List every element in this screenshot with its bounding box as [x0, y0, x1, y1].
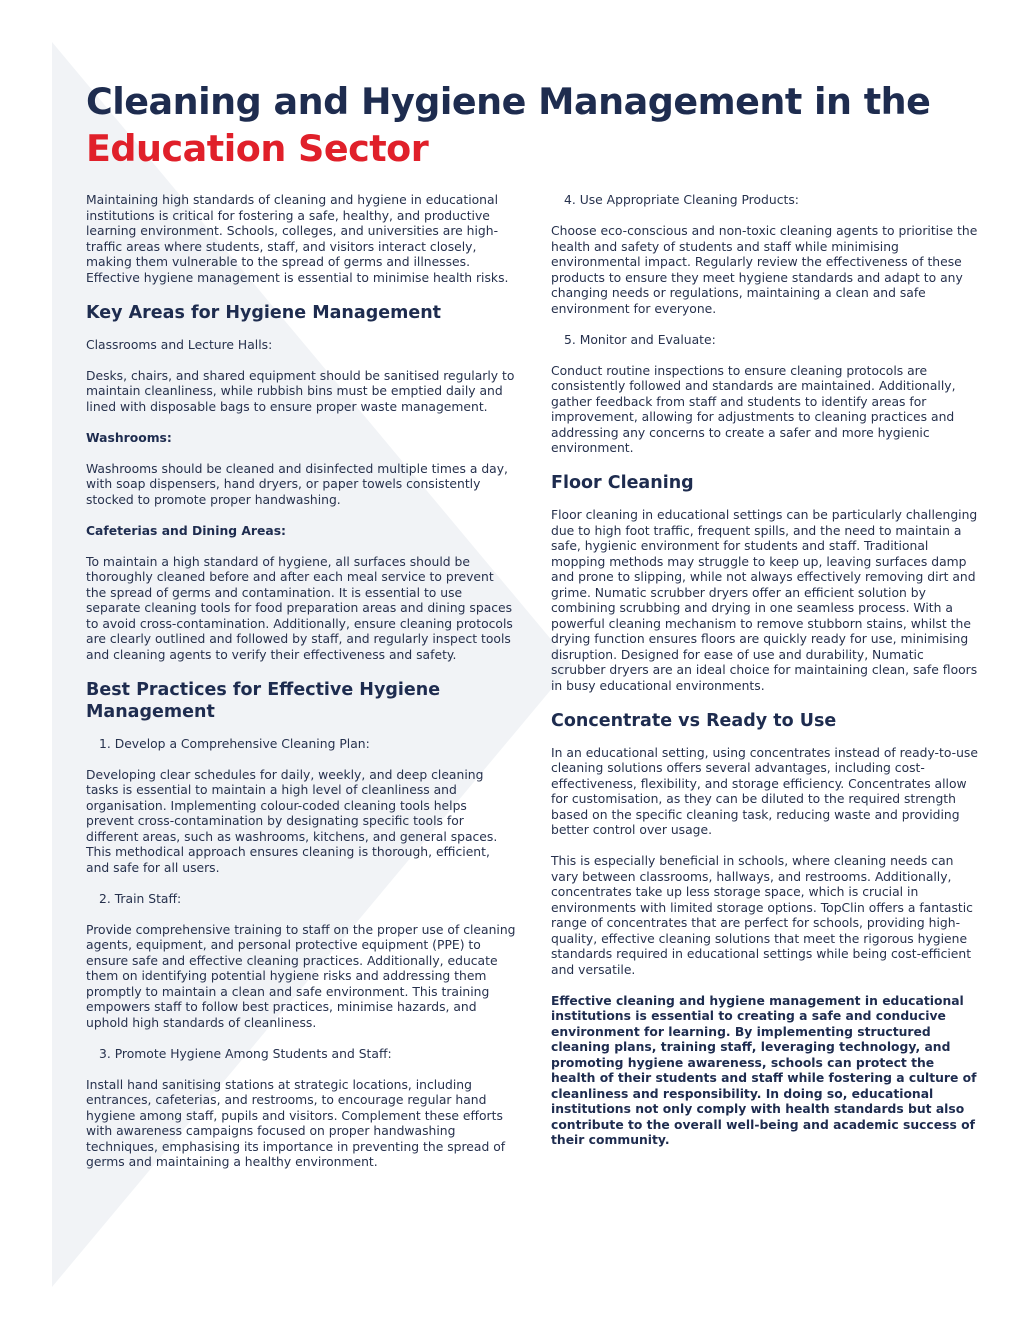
cafeterias-label: Cafeterias and Dining Areas: — [86, 523, 286, 538]
practice-3-label: 3. Promote Hygiene Among Students and Staff: — [99, 1046, 392, 1061]
classrooms-paragraph: Desks, chairs, and shared equipment should be sanitised regularly to maintain cleanliness, while rubbish bins must be emptied daily and lined with disposable bags to ensure proper waste management. — [86, 368, 515, 414]
washrooms-label: Washrooms: — [86, 430, 172, 445]
practice-2-paragraph: Provide comprehensive training to staff on the proper use of cleaning agents, equipment, and personal protective equipment (PPE) to ensure safe and effective cleaning practices. Additionally, educate them on identifying potential hygiene risks and addressing them promptly to maintain a clean and safe environment. This training empowers staff to follow best practices, minimise hazards, and uphold high standards of cleanliness. — [86, 922, 516, 1030]
practice-5-label: 5. Monitor and Evaluate: — [564, 332, 716, 347]
floor-cleaning-paragraph: Floor cleaning in educational settings can be particularly challenging due to high foot traffic, frequent spills, and the need to maintain a safe, hygienic environment for students and staff. Traditional mopping methods may struggle to keep up, leaving surfaces damp and prone to slipping, while not always effectively removing dirt and grime. Numatic scrubber dryers offer an efficient solution by combining scrubbing and drying in one seamless process. With a powerful cleaning mechanism to remove stubborn stains, whilst the drying function ensures floors are quickly ready for use, minimising disruption. Designed for ease of use and durability, Numatic scrubber dryers are an ideal choice for maintaining clean, safe floors in busy educational environments. — [551, 508, 978, 693]
intro-paragraph: Maintaining high standards of cleaning and hygiene in educational institutions is critical for fostering a safe, healthy, and productive learning environment. Schools, colleges, and universities are high-traffic areas where students, staff, and visitors interact closely, making them vulnerable to the spread of germs and illnesses. Effective hygiene management is essential to minimise health risks. — [86, 193, 509, 285]
page-title — [86, 78, 986, 172]
practice-1-label: 1. Develop a Comprehensive Cleaning Plan: — [99, 736, 370, 751]
concentrate-paragraph-2: This is especially beneficial in schools, where cleaning needs can vary between classrooms, hallways, and restrooms. Additionally, concentrates take up less storage space, which is crucial in environments with limited storage options. TopClin offers a fantastic range of concentrates that are perfect for schools, providing high-quality, effective cleaning solutions that meet the rigorous hygiene standards required in educational settings while being cost-efficient and versatile. — [551, 854, 973, 977]
practice-5-paragraph: Conduct routine inspections to ensure cleaning protocols are consistently followed and standards are maintained. Additionally, gather feedback from staff and students to identify areas for improvement, allowing for adjustments to cleaning practices and addressing any concerns to create a safer and more hygienic environment. — [551, 363, 956, 455]
heading-key-areas: Key Areas for Hygiene Management — [86, 302, 442, 323]
cafeterias-paragraph: To maintain a high standard of hygiene, all surfaces should be thoroughly cleaned before and after each meal service to prevent the spread of germs and contamination. It is essential to use separate cleaning tools for food preparation areas and dining spaces to avoid cross-contamination. Additionally, ensure cleaning protocols are clearly outlined and followed by staff, and regularly inspect tools and cleaning agents to verify their effectiveness and safety. — [86, 554, 513, 662]
washrooms-paragraph: Washrooms should be cleaned and disinfected multiple times a day, with soap dispensers, hand dryers, or paper towels consistently stocked to promote proper handwashing. — [86, 461, 508, 507]
conclusion-paragraph: Effective cleaning and hygiene management in educational institutions is essential to creating a safe and conducive environment for learning. By implementing structured cleaning plans, training staff, leveraging technology, and promoting hygiene awareness, schools can protect the health of their students and staff while fostering a culture of cleanliness and responsibility. In doing so, educational institutions not only comply with health standards but also contribute to the overall well-being and academic success of their community. — [551, 993, 977, 1147]
page-title-line-2: Education Sector — [86, 127, 429, 170]
concentrate-paragraph-1: In an educational setting, using concentrates instead of ready-to-use cleaning solutions offers several advantages, including cost-effectiveness, flexibility, and storage efficiency. Concentrates allow for customisation, as they can be diluted to the required strength based on the specific cleaning task, reducing waste and providing better control over usage. — [551, 745, 978, 837]
page-title-line-1: Cleaning and Hygiene Management in the — [86, 80, 931, 123]
practice-2-label: 2. Train Staff: — [99, 891, 182, 906]
practice-1-paragraph: Developing clear schedules for daily, weekly, and deep cleaning tasks is essential to maintain a high level of cleanliness and organisation. Implementing colour-coded cleaning tools helps prevent cross-contamination by designating specific tools for different areas, such as washrooms, kitchens, and general spaces. This methodical approach ensures cleaning is thorough, efficient, and safe for all users. — [86, 767, 498, 875]
right-column — [551, 193, 981, 1164]
left-column — [86, 193, 516, 1186]
heading-best-practices: Best Practices for Effective Hygiene Management — [86, 679, 441, 722]
practice-3-paragraph: Install hand sanitising stations at strategic locations, including entrances, cafeterias, and restrooms, to encourage regular hand hygiene among staff, pupils and visitors. Complement these efforts with awareness campaigns focused on proper handwashing techniques, emphasising its importance in preventing the spread of germs and maintaining a healthy environment. — [86, 1077, 506, 1169]
heading-floor-cleaning: Floor Cleaning — [551, 473, 694, 493]
practice-4-paragraph: Choose eco-conscious and non-toxic cleaning agents to prioritise the health and safety of students and staff while minimising environmental impact. Regularly review the effectiveness of these products to ensure they meet hygiene standards and adapt to any changing needs or regulations, maintaining a clean and safe environment for everyone. — [551, 224, 978, 316]
classrooms-label: Classrooms and Lecture Halls: — [86, 337, 273, 352]
heading-concentrate: Concentrate vs Ready to Use — [551, 710, 837, 731]
practice-4-label: 4. Use Appropriate Cleaning Products: — [564, 193, 799, 207]
